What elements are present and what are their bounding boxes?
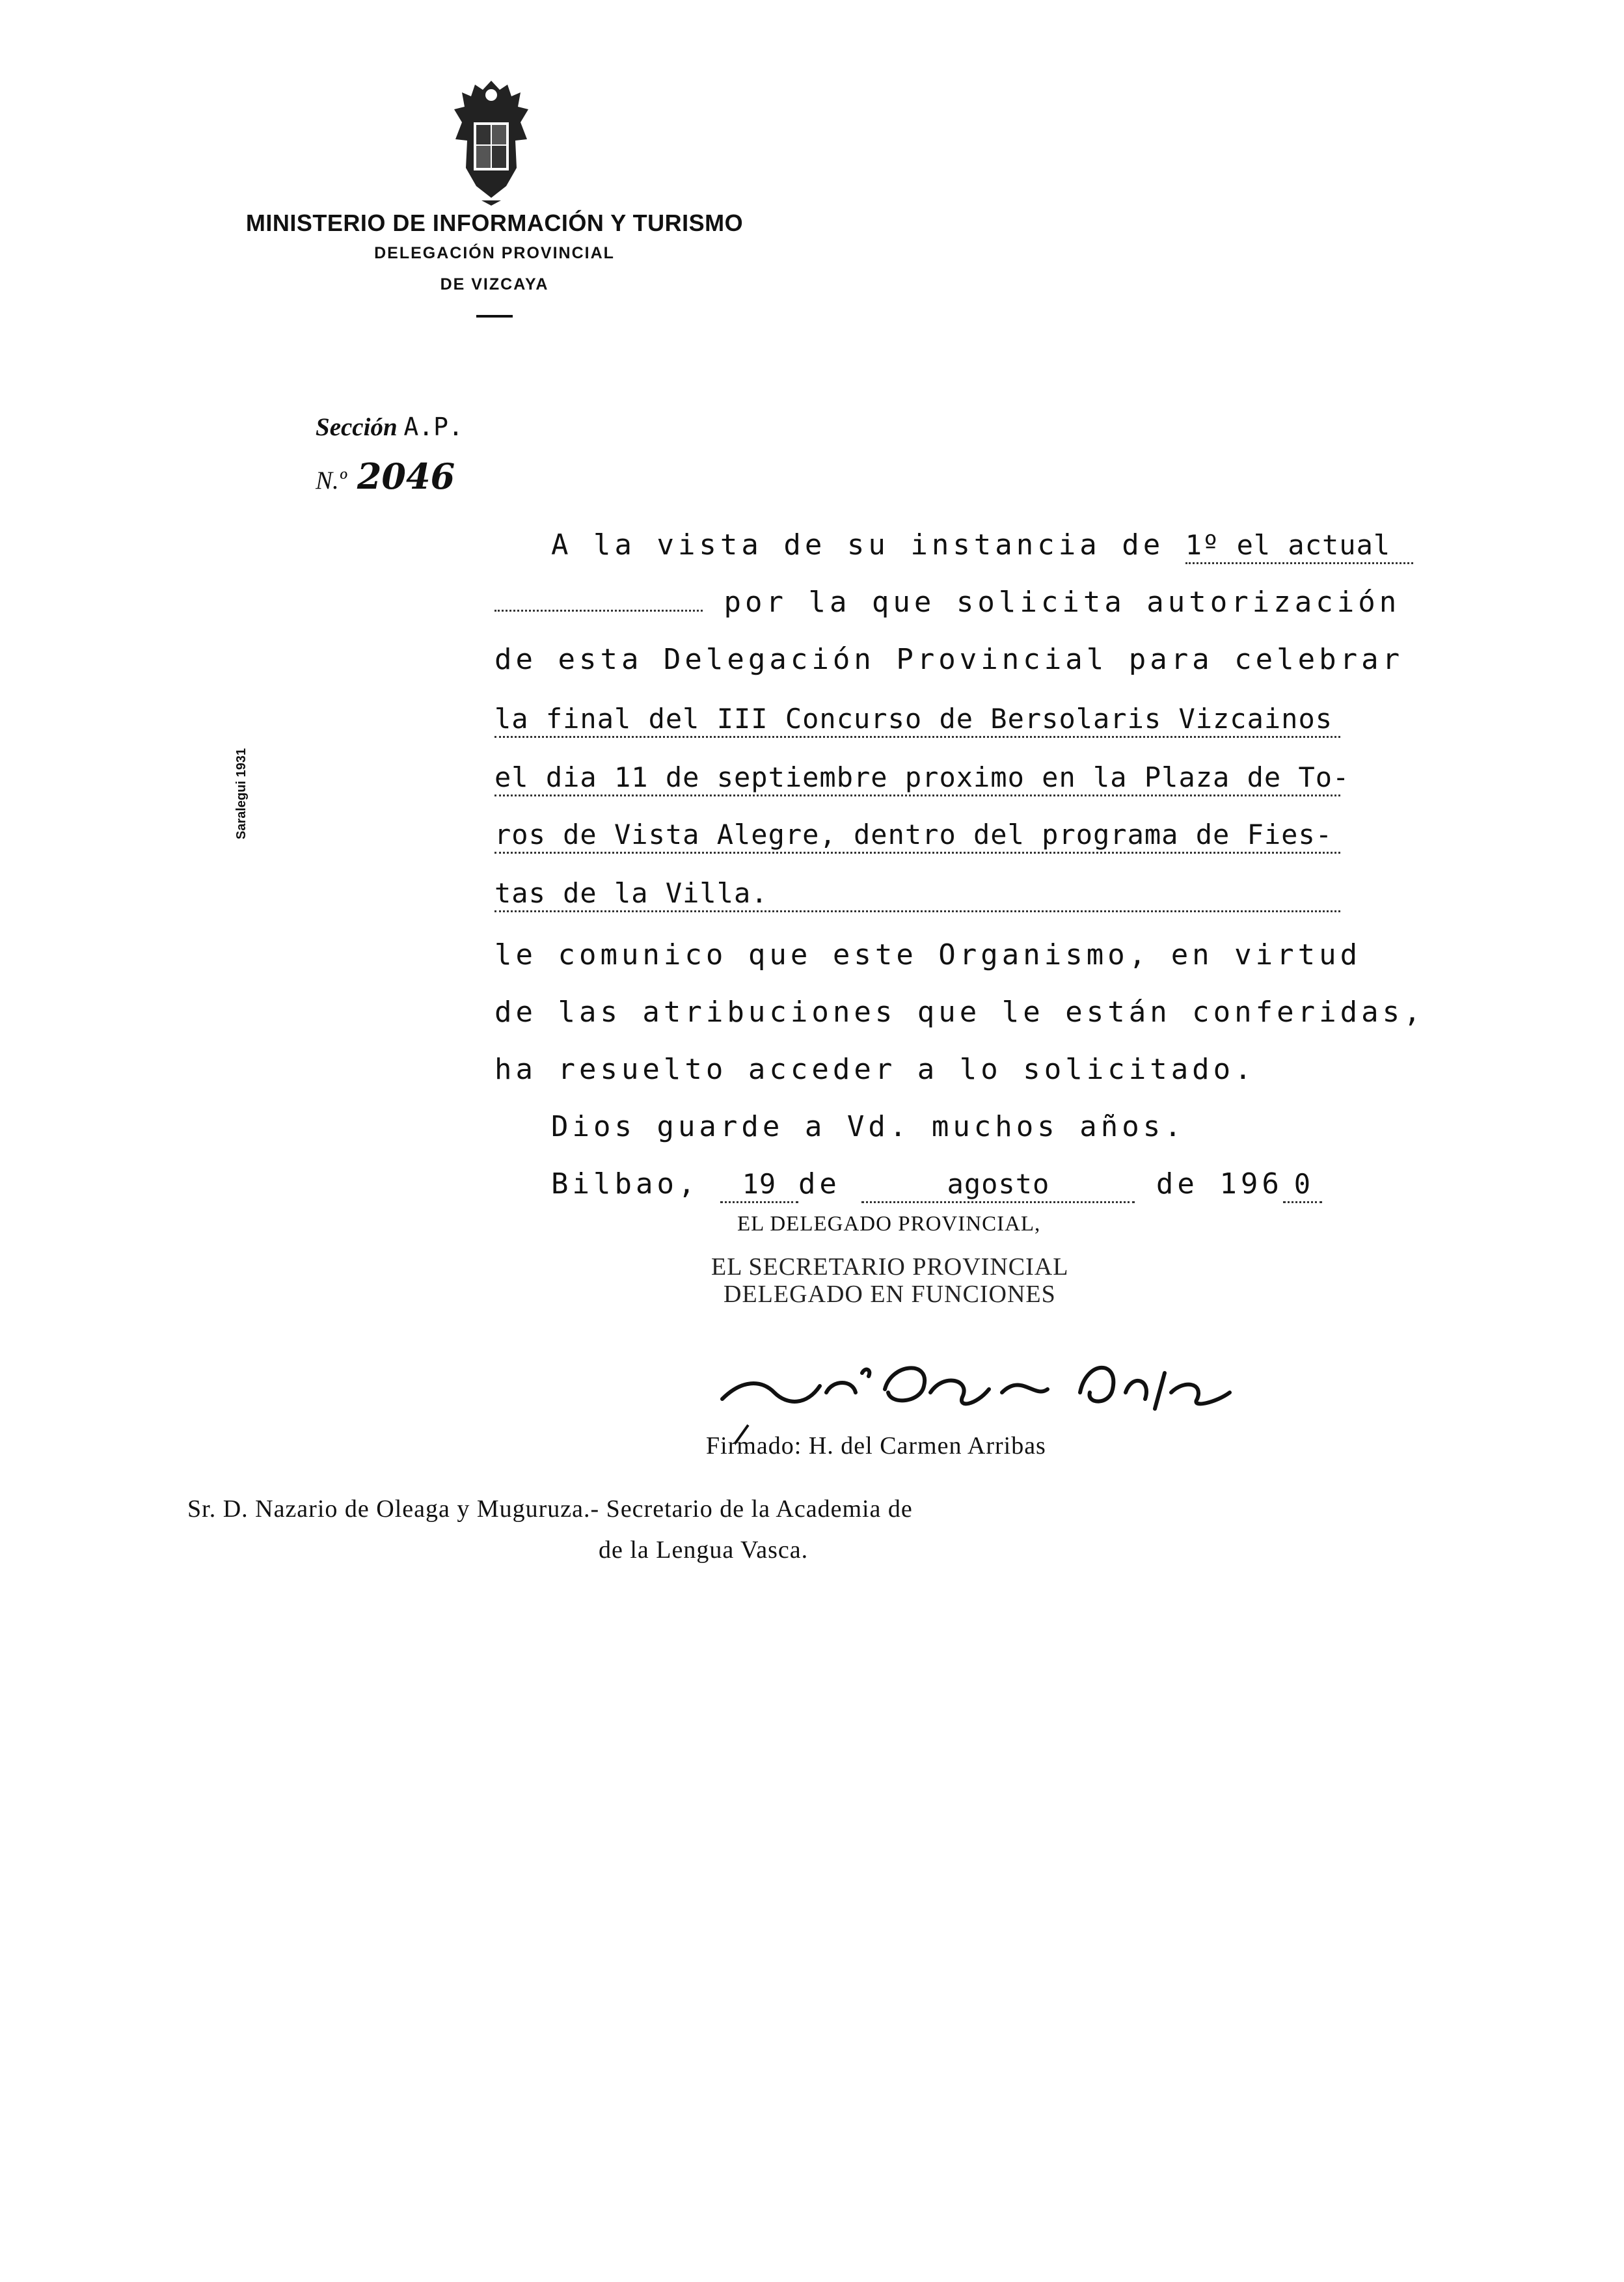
date-year-prefix: 196 [1219,1167,1283,1201]
body-line-5 [494,761,1350,796]
body-line-7 [494,877,1340,912]
date-line [551,1167,1322,1203]
body-line-6 [494,819,1340,854]
signed-by-line: Firmado: H. del Carmen Arribas [706,1432,1046,1460]
body-line-10: ha resuelto acceder a lo solicitado. [494,1053,1256,1086]
date-year-suffix: 0 [1283,1168,1322,1203]
body-line-11: Dios guarde a Vd. muchos años. [551,1110,1185,1143]
coat-of-arms-crest [442,77,540,207]
stamp-line-2: DELEGADO EN FUNCIONES [724,1281,1056,1308]
stamp-line-1: EL SECRETARIO PROVINCIAL [711,1253,1069,1281]
addressee-line-1: Sr. D. Nazario de Oleaga y Muguruza.- Secretario de la Academia de [187,1495,913,1523]
date-city: Bilbao, [551,1167,699,1201]
body-line-3: de esta Delegación Provincial para celebrar [494,643,1404,676]
number-label: N.º [316,467,347,495]
request-fill-2: el dia 11 de septiembre proximo en la Plaza de To- [494,761,1340,796]
section-label: Sección [316,413,398,441]
province-heading: DE VIZCAYA [440,275,549,293]
printer-side-mark: Saralegui 1931 [234,748,249,839]
instancia-date-fill: 1º el actual [1185,529,1413,564]
ministry-heading: MINISTERIO DE INFORMACIÓN Y TURISMO [245,210,744,236]
header-divider [476,315,513,318]
date-day: 19 [720,1168,798,1203]
date-de-1: de [798,1167,841,1201]
number-value: 2046 [357,455,455,497]
body-line-2-text: por la que solicita autorización [724,586,1401,619]
blank-dotted-line [494,586,703,612]
delegado-title: EL DELEGADO PROVINCIAL, [737,1212,1041,1236]
body-line-4 [494,703,1340,738]
body-line-8: le comunico que este Organismo, en virtud [494,938,1362,971]
number-field [316,455,455,497]
addressee-line-2: de la Lengua Vasca. [599,1536,809,1564]
delegation-heading: DELEGACIÓN PROVINCIAL [374,244,615,262]
body-line-2 [494,586,1400,619]
date-month: agosto [861,1168,1135,1203]
request-fill-3: ros de Vista Alegre, dentro del programa de Fies- [494,819,1340,854]
handwritten-signature [696,1327,1256,1445]
request-fill-4: tas de la Villa. [494,877,1340,912]
date-de-2: de [1156,1167,1198,1201]
request-fill-1: la final del III Concurso de Bersolaris Vizcainos [494,703,1340,738]
body-line-9: de las atribuciones que le están conferidas, [494,996,1425,1029]
body-line-1 [551,528,1413,564]
section-field [316,413,463,442]
section-value: A.P. [403,413,463,441]
body-line-1-prefix: A la vista de su instancia de [551,528,1165,562]
